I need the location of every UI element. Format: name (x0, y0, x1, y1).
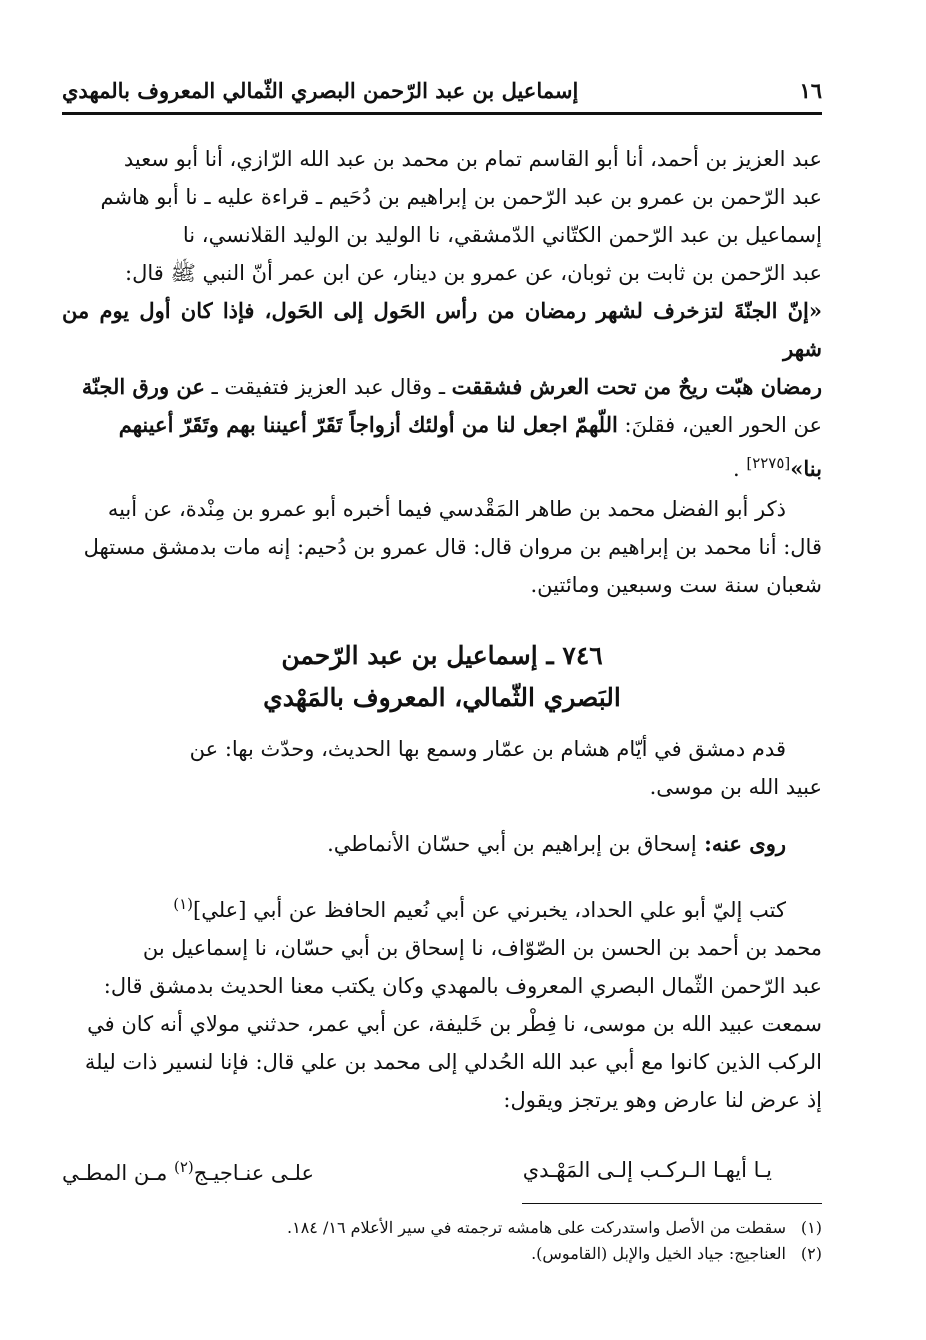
hadith-line: «إنّ الجنّةَ لتزخرف لشهر رمضان من رأس الحَول إلى الحَول، فإذا كان أول يوم من شهر (62, 298, 822, 361)
footnote-text: العناجيج: جياد الخيل والإبل (القاموس). (531, 1244, 786, 1263)
entry-title-line-2: البَصري الثّمالي، المعروف بالمَهْدي (263, 683, 621, 712)
hadith-reference: [٢٢٧٥] (746, 454, 791, 472)
text-line: الركب الذين كانوا مع أبي عبد الله الحُدلي إلى محمد بن علي قال: فإنا لنسير ذات ليلة (84, 1050, 822, 1074)
footnote-text: سقطت من الأصل واستدركت على هامشه ترجمته في سير الأعلام ١٦/ ١٨٤. (287, 1218, 786, 1237)
hadith-text: رمضان هبّت ريحٌ من تحت العرش فشققت (451, 374, 822, 399)
text-line: إذ عرض لنا عارض وهو يرتجز ويقول: (503, 1088, 822, 1112)
entry-title-line-1: ٧٤٦ ـ إسماعيل بن عبد الرّحمن (281, 641, 603, 670)
text-segment: عن الحور العين، فقلنَ: (617, 413, 822, 437)
hadith-text: بنا» (790, 456, 822, 481)
text-line: قال: أنا محمد بن إبراهيم بن مروان قال: قال عمرو بن دُحيم: إنه مات بدمشق مستهل (83, 535, 822, 559)
hadith-text: اللّهمّ اجعل لنا من أولئك أزواجاً تَقَرّ أعيننا بهم وتَقَرّ أعينهم (118, 412, 618, 437)
text-line: عبد الرّحمن الثّمال البصري المعروف بالمهدي وكان يكتب معنا الحديث بدمشق قال: (103, 974, 822, 998)
text-line: سمعت عبيد الله بن موسى، نا فِطْر بن خَليفة، عن أبي عمر، حدثني مولاي أنه كان في (87, 1012, 822, 1036)
page-header (62, 70, 822, 110)
text-line: بنا»[٢٢٧٥] . (732, 454, 822, 481)
footnote (62, 1215, 822, 1241)
text-line: عبيد الله بن موسى. (649, 775, 822, 799)
paragraph-3 (62, 730, 822, 806)
text-line: ذكر أبو الفضل محمد بن طاهر المَقْدسي فيما أخبره أبو عمرو بن مِنْدة، عن أبيه (107, 497, 786, 521)
narrators-label: روى عنه: (696, 831, 786, 856)
footnote-rule (522, 1203, 822, 1204)
verse-hemistich-2 (62, 1158, 314, 1196)
variant-note: ـ وقال عبد العزيز فتفيقت ـ (204, 375, 452, 399)
text-line: شعبان سنة ست وسبعين ومائتين. (530, 573, 822, 597)
narrators-text: إسحاق بن إبراهيم بن أبي حسّان الأنماطي. (327, 832, 697, 856)
running-title: إسماعيل بن عبد الرّحمن البصري الثّمالي المعروف بالمهدي (62, 77, 579, 103)
text-line: عبد الرّحمن بن ثابت بن ثوبان، عن عمرو بن دينار، عن ابن عمر أنّ النبي ﷺ قال: (125, 261, 822, 285)
entry-title (62, 635, 822, 719)
text-line: قدم دمشق في أيّام هشام بن عمّار وسمع بها الحديث، وحدّث بها: عن (189, 737, 786, 761)
text-segment: مـن المطـي (62, 1161, 174, 1185)
book-page (62, 60, 822, 1310)
text-line: محمد بن أحمد بن الحسن بن الصّوّاف، نا إسحاق بن أبي حسّان، نا إسماعيل بن (142, 936, 822, 960)
text-line: عبد العزيز بن أحمد، أنا أبو القاسم تمام بن محمد بن عبد الله الرّازي، أنا أبو سعيد (123, 147, 822, 171)
footnote (62, 1241, 822, 1267)
paragraph-2 (62, 490, 822, 604)
footnotes (62, 1215, 822, 1267)
footnote-ref-2: (٢) (174, 1158, 194, 1176)
paragraph-1 (62, 140, 822, 488)
text-line: عبد الرّحمن بن عمرو بن عبد الرّحمن بن إبراهيم بن دُحَيم ـ قراءة عليه ـ نا أبو هاشم (100, 185, 822, 209)
footnote-number: (٢) (800, 1244, 822, 1263)
verse-hemistich-1: يـا أيهـا الـركـب إلـى المَهْـدي (522, 1158, 772, 1182)
footnote-ref-1: (١) (173, 895, 194, 913)
poetry-verse (62, 1158, 822, 1196)
paragraph-5 (62, 885, 822, 1119)
page-number: ١٦ (799, 77, 822, 103)
text-line (62, 368, 822, 406)
text-line (62, 406, 822, 444)
header-rule (62, 112, 822, 115)
footnote-number: (١) (800, 1218, 822, 1237)
paragraph-4 (62, 825, 822, 863)
text-line: إسماعيل بن عبد الرّحمن الكتّاني الدّمشقي، نا الوليد بن الوليد القلانسي، نا (182, 223, 822, 247)
text-segment: كتب إليّ أبو علي الحداد، يخبرني عن أبي نُعيم الحافظ عن أبي [علي] (193, 898, 786, 922)
text-line (62, 885, 822, 929)
hadith-text: عن ورق الجنّة (81, 374, 205, 399)
text-segment: علـى عنـاجيـج (193, 1161, 315, 1185)
text-line (62, 825, 822, 863)
